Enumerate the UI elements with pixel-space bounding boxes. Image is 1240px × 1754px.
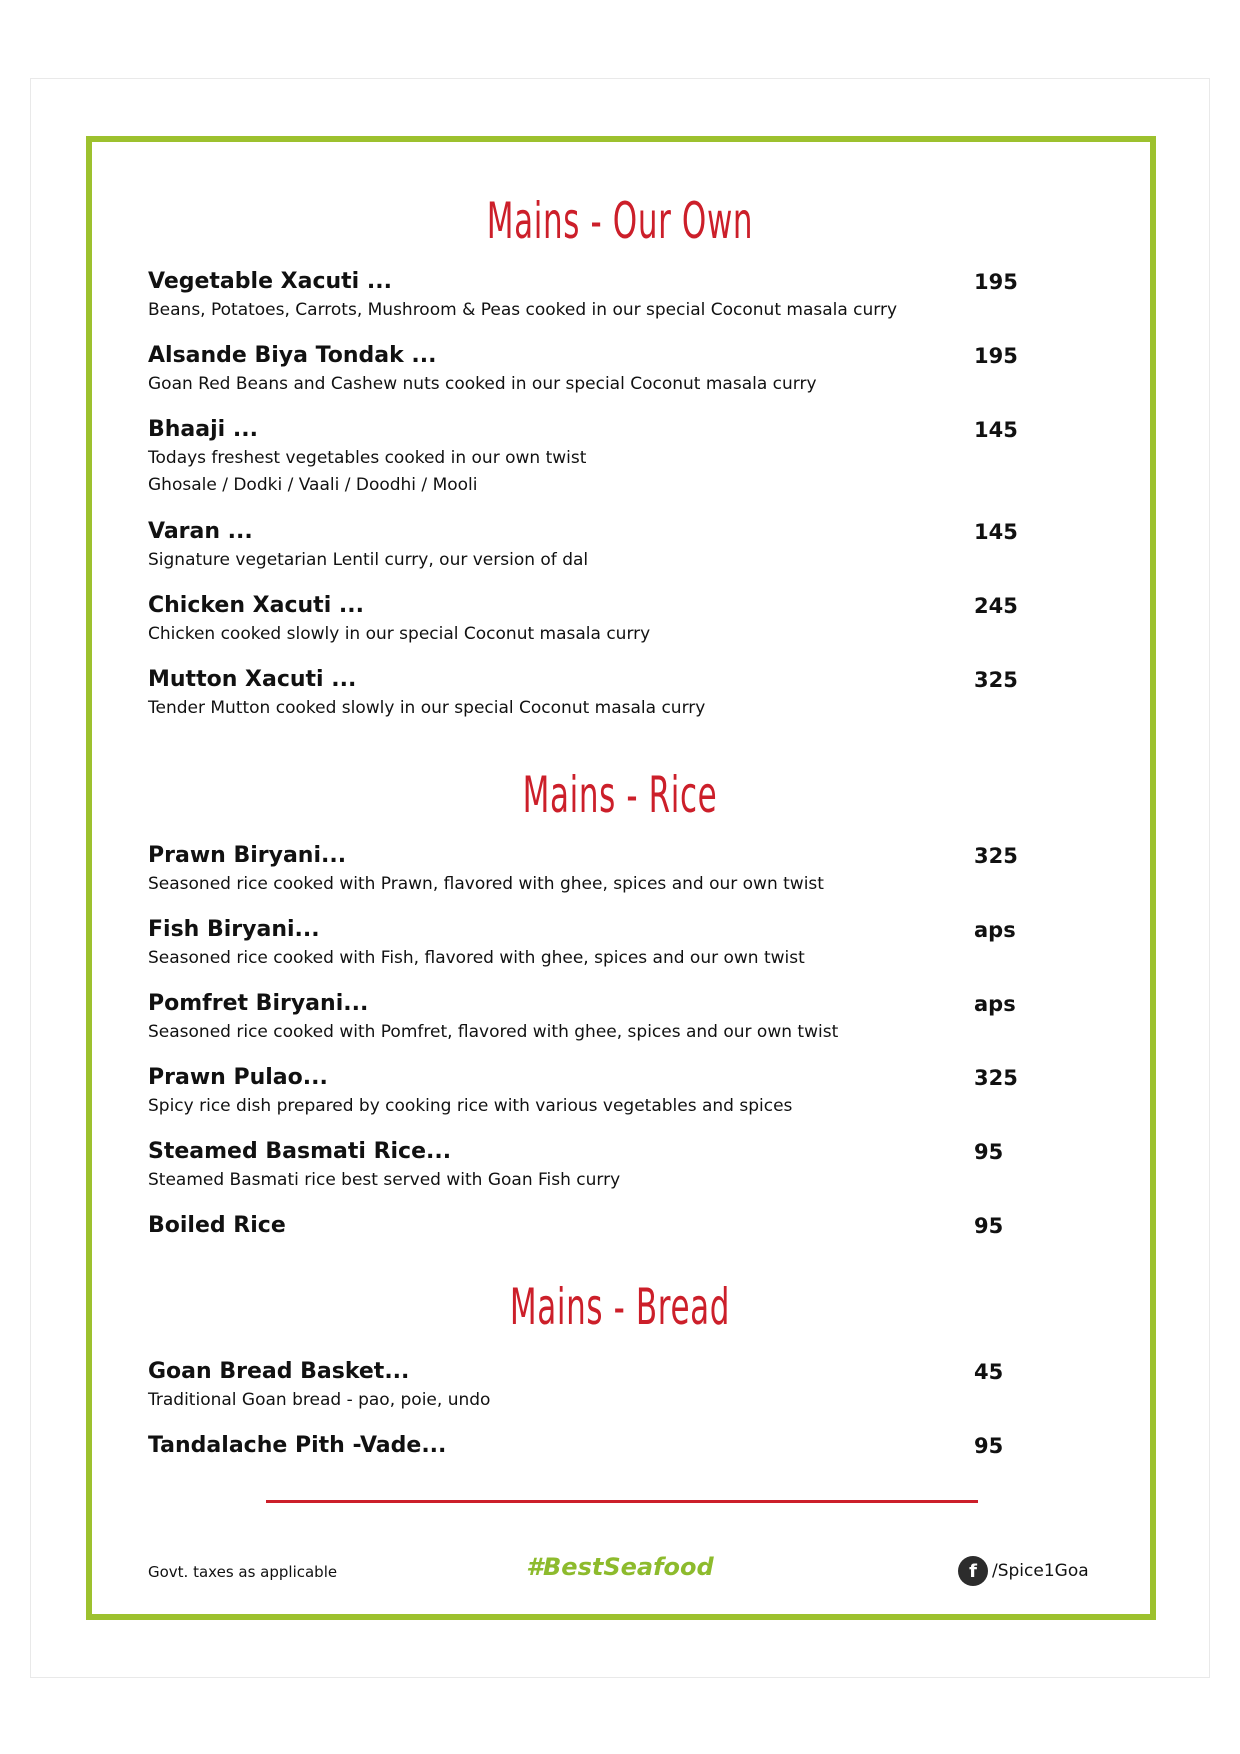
item-price: 195: [974, 270, 1018, 294]
item-price: 95: [974, 1140, 1004, 1164]
section-title-our-own: Mains - Our Own: [486, 192, 754, 250]
menu-item: [148, 1432, 1028, 1460]
item-price: 195: [974, 344, 1018, 368]
item-description: Traditional Goan bread - pao, poie, undo: [148, 1390, 491, 1410]
social-link[interactable]: [958, 1556, 1089, 1586]
section-title-rice: Mains - Rice: [522, 766, 718, 824]
menu-item: [148, 518, 1028, 574]
tax-note: Govt. taxes as applicable: [148, 1563, 338, 1581]
item-name: Tandalache Pith -Vade...: [148, 1433, 447, 1458]
item-name: Varan ...: [148, 519, 253, 544]
item-description: Chicken cooked slowly in our special Coconut masala curry: [148, 624, 651, 644]
menu-item: [148, 416, 1028, 499]
menu-item: [148, 990, 1028, 1046]
item-price: 145: [974, 418, 1018, 442]
item-price: 45: [974, 1360, 1004, 1384]
item-name: Steamed Basmati Rice...: [148, 1139, 452, 1164]
hashtag: #BestSeafood: [526, 1553, 714, 1581]
item-description: Tender Mutton cooked slowly in our special Coconut masala curry: [148, 698, 706, 718]
item-description: Steamed Basmati rice best served with Goan Fish curry: [148, 1170, 621, 1190]
item-name: Chicken Xacuti ...: [148, 593, 364, 618]
menu-item: [148, 842, 1028, 898]
menu-item: [148, 1212, 1028, 1240]
item-description: Seasoned rice cooked with Pomfret, flavored with ghee, spices and our own twist: [148, 1022, 839, 1042]
footer-divider: [266, 1500, 978, 1503]
item-description: Seasoned rice cooked with Prawn, flavored with ghee, spices and our own twist: [148, 874, 824, 894]
item-price: 325: [974, 668, 1018, 692]
item-name: Mutton Xacuti ...: [148, 667, 357, 692]
item-name: Goan Bread Basket...: [148, 1359, 410, 1384]
item-price: aps: [974, 992, 1016, 1016]
facebook-icon: f: [958, 1556, 988, 1586]
item-price: 145: [974, 520, 1018, 544]
item-price: 95: [974, 1434, 1004, 1458]
item-name: Prawn Pulao...: [148, 1065, 328, 1090]
item-description: Todays freshest vegetables cooked in our own twist: [148, 448, 587, 468]
item-description: Signature vegetarian Lentil curry, our version of dal: [148, 550, 589, 570]
item-price: 95: [974, 1214, 1004, 1238]
item-description: Spicy rice dish prepared by cooking rice with various vegetables and spices: [148, 1096, 793, 1116]
item-price: 325: [974, 844, 1018, 868]
item-description: Ghosale / Dodki / Vaali / Doodhi / Mooli: [148, 475, 478, 495]
menu-item: [148, 1064, 1028, 1120]
menu-item: [148, 1358, 1028, 1414]
item-name: Bhaaji ...: [148, 417, 258, 442]
section-title-bread: Mains - Bread: [509, 1278, 731, 1336]
item-name: Alsande Biya Tondak ...: [148, 343, 437, 368]
item-name: Vegetable Xacuti ...: [148, 269, 392, 294]
item-name: Pomfret Biryani...: [148, 991, 369, 1016]
menu-item: [148, 1138, 1028, 1194]
item-price: 245: [974, 594, 1018, 618]
item-name: Boiled Rice: [148, 1213, 286, 1238]
item-description: Seasoned rice cooked with Fish, flavored with ghee, spices and our own twist: [148, 948, 805, 968]
menu-item: [148, 592, 1028, 648]
item-description: Goan Red Beans and Cashew nuts cooked in our special Coconut masala curry: [148, 374, 817, 394]
item-description: Beans, Potatoes, Carrots, Mushroom & Peas cooked in our special Coconut masala curry: [148, 300, 898, 320]
item-name: Prawn Biryani...: [148, 843, 347, 868]
item-price: aps: [974, 918, 1016, 942]
menu-item: [148, 916, 1028, 972]
social-handle: /Spice1Goa: [992, 1561, 1089, 1581]
item-name: Fish Biryani...: [148, 917, 320, 942]
menu-item: [148, 666, 1028, 722]
menu-item: [148, 342, 1028, 398]
item-price: 325: [974, 1066, 1018, 1090]
menu-item: [148, 268, 1028, 324]
